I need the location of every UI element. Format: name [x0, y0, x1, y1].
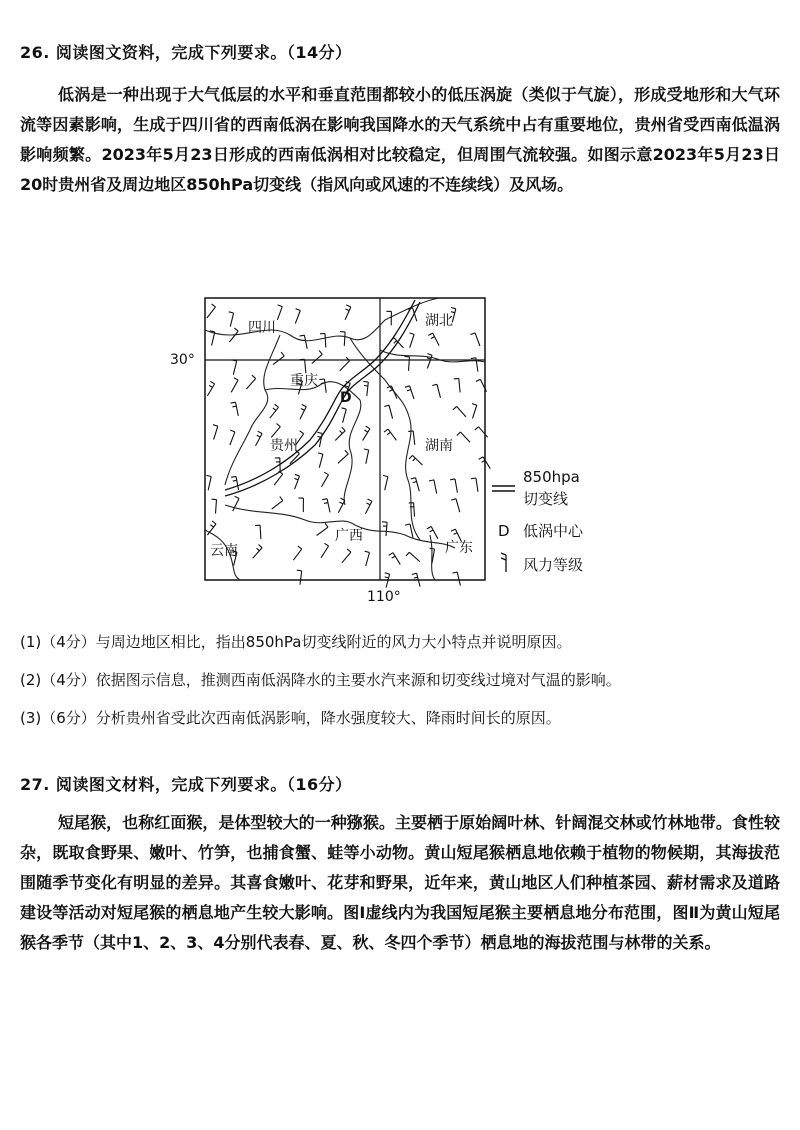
wind-barb-45: [230, 430, 235, 445]
legend-wind-barb-icon: [501, 553, 506, 572]
boundary-sichuan-guizhou: [225, 335, 280, 485]
wind-barb-51: [363, 426, 370, 441]
legend-vortex-label: 低涡中心: [523, 522, 584, 540]
question-26-intro-text: 低涡是一种出现于大气低层的水平和垂直范围都较小的低压涡旋（类似于气旋），形成受地形和大气环流等因素影响，生成于四川省的西南低涡在影响我国降水的天气系统中占有重要地位，贵州省受西南低温涡影响频繁。2023年5月23日形成的西南低涡相对比较稳定，但周围气流较强。如图示意2023年5月23日20时贵州省及周边地区850hPa切变线（指风向或风速的不连续线）及风场。: [20, 85, 780, 194]
label-yunnan: 云南: [210, 543, 238, 559]
wind-barb-46: [256, 431, 263, 446]
legend-wind-label: 风力等级: [523, 556, 584, 574]
wind-barb-73: [212, 499, 217, 513]
wind-barb-60: [364, 449, 369, 464]
wind-barb-59: [338, 450, 348, 463]
wind-barb-44: [213, 425, 218, 440]
wind-barb-58: [318, 453, 323, 468]
question-27-text: 短尾猴，也称红面猴，是体型较大的一种猕猴。主要栖于原始阔叶林、针阔混交林或竹林地带。食性较杂，既取食野果、嫩叶、竹笋，也捕食蟹、蛙等小动物。黄山短尾猴栖息地依赖于植物的物候期，其海拔范围随季节变化有明显的差异。其喜食嫩叶、花芽和野果，近年来，黄山地区人们种植茶园、薪材需求及道路建设等活动对短尾猴的栖息地产生较大影响。图Ⅰ虚线内为我国短尾猴主要栖息地分布范围，图Ⅱ为黄山短尾猴各季节（其中1、2、3、4分别代表春、夏、秋、冬四个季节）栖息地的海拔范围与林带的关系。: [20, 813, 780, 952]
wind-barb-22: [405, 357, 410, 371]
wind-barb-25: [207, 381, 214, 396]
label-guangdong: 广东: [445, 540, 473, 556]
wind-barb-16: [470, 333, 480, 346]
wind-barb-52: [384, 429, 396, 440]
question-26-sub-3: (3)（6分）分析贵州省受此次西南低涡影响，降水强度较大、降雨时间长的原因。: [20, 709, 561, 727]
wind-barb-93: [342, 549, 351, 563]
wind-barb-98: [297, 570, 302, 585]
wind-barb-4: [345, 305, 351, 320]
question-27-body: [20, 808, 780, 958]
wind-barb-12: [340, 332, 345, 346]
wind-barb-84: [317, 523, 328, 535]
wind-barb-55: [475, 427, 488, 438]
wind-barb-94: [365, 551, 370, 566]
wind-barb-19: [300, 359, 306, 373]
wind-barb-61: [409, 455, 423, 465]
wind-barb-66: [294, 474, 299, 489]
wind-barb-76: [298, 498, 303, 512]
label-hubei: 湖北: [425, 313, 453, 329]
wind-barb-27: [246, 375, 255, 389]
wind-barb-83: [255, 525, 261, 539]
wind-barb-31: [363, 381, 368, 396]
wind-barb-42: [453, 406, 466, 417]
wind-barb-87: [427, 527, 438, 539]
wind-barb-54: [457, 432, 470, 442]
longitude-label: 110°: [367, 589, 401, 605]
wind-barb-63: [206, 475, 211, 490]
label-sichuan: 四川: [248, 320, 276, 336]
question-27-title: 27. 阅读图文材料，完成下列要求。（16分）: [20, 775, 352, 794]
wind-barb-90: [253, 545, 262, 559]
wind-barb-34: [432, 384, 440, 398]
label-guangxi: 广西: [335, 528, 363, 544]
question-26-sub-1: (1)（4分）与周边地区相比，指出850hPa切变线附近的风力大小特点并说明原因。: [20, 633, 572, 651]
wind-barb-95: [389, 553, 401, 565]
wind-barb-68: [383, 476, 388, 491]
wind-barb-29: [319, 379, 326, 393]
wind-barb-0: [207, 304, 216, 318]
legend-vortex-symbol: D: [498, 522, 510, 540]
vortex-center-symbol: D: [340, 390, 352, 406]
label-chongqing: 重庆: [290, 373, 318, 389]
wind-barb-77: [322, 499, 330, 513]
wind-barb-32: [387, 386, 397, 399]
wind-barb-21: [340, 357, 350, 371]
wind-barb-101: [452, 572, 460, 586]
wind-barb-71: [450, 479, 457, 493]
map-legend: [492, 468, 584, 574]
wind-barb-40: [342, 408, 347, 423]
wind-barb-41: [384, 405, 392, 419]
wind-field-map-figure: [170, 290, 630, 610]
wind-barb-20: [312, 351, 323, 364]
wind-barb-33: [405, 386, 414, 399]
wind-barb-92: [321, 543, 329, 558]
wind-barb-38: [270, 404, 279, 418]
boundary-hunan-west: [350, 338, 420, 540]
wind-barb-23: [427, 354, 432, 369]
latitude-label: 30°: [170, 352, 195, 368]
label-hunan: 湖南: [425, 438, 453, 454]
wind-barb-85: [382, 522, 387, 536]
wind-barb-81: [451, 499, 460, 513]
wind-barb-17: [232, 360, 237, 375]
legend-shear-line-label-1: 850hpa: [523, 468, 580, 486]
wind-barb-14: [409, 333, 414, 348]
wind-barb-47: [271, 424, 280, 438]
wind-barb-67: [322, 472, 329, 487]
wind-barb-75: [272, 497, 283, 510]
wind-barb-69: [411, 478, 420, 492]
wind-barb-2: [277, 305, 282, 320]
question-26-sub-2: (2)（4分）依据图示信息，推测西南低涡降水的主要水汽来源和切变线过境对气温的影响。: [20, 671, 621, 689]
legend-shear-line-label-2: 切变线: [523, 490, 569, 508]
wind-field-map: [170, 290, 630, 610]
question-26-title: 26. 阅读图文资料，完成下列要求。（14分）: [20, 43, 352, 62]
wind-barb-26: [231, 378, 238, 393]
wind-barb-78: [338, 498, 345, 513]
wind-barb-96: [406, 552, 420, 561]
label-guizhou: 贵州: [270, 438, 298, 454]
wind-barb-39: [300, 405, 306, 420]
wind-barb-79: [365, 499, 372, 514]
wind-barb-35: [454, 378, 460, 392]
wind-barb-10: [300, 335, 308, 349]
wind-barb-11: [320, 334, 326, 348]
wind-barb-43: [472, 404, 477, 419]
wind-barb-72: [471, 478, 478, 492]
wind-barb-18: [273, 352, 284, 365]
wind-barb-70: [429, 480, 437, 494]
wind-barb-37: [231, 402, 239, 416]
wind-barb-15: [428, 333, 439, 346]
question-26-intro: [20, 80, 780, 200]
wind-barb-82: [207, 521, 216, 535]
wind-barb-50: [335, 427, 345, 440]
wind-barb-1: [229, 312, 234, 327]
wind-barb-3: [295, 309, 300, 324]
wind-barb-91: [293, 546, 301, 560]
